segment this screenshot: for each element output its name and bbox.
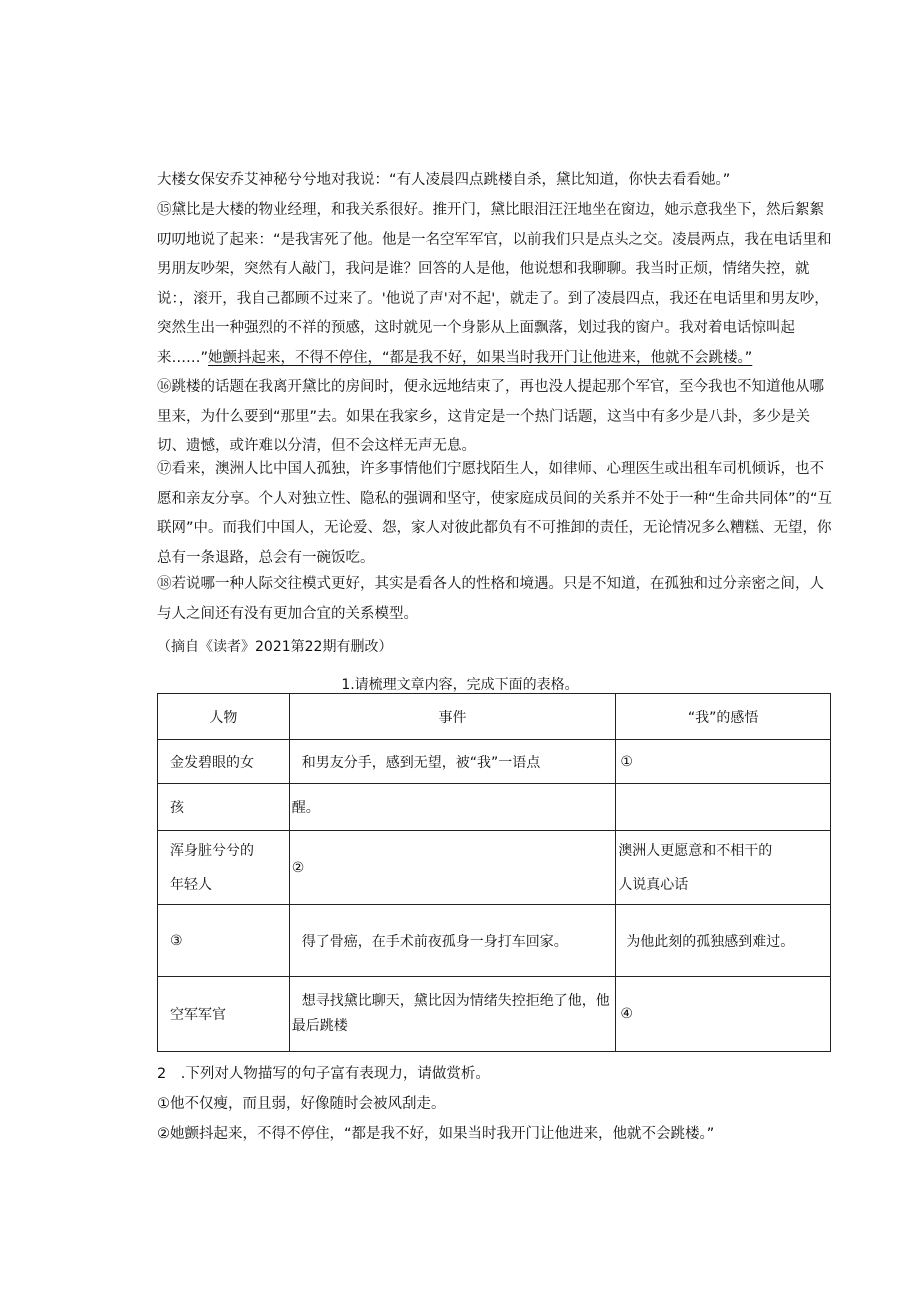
table-row (158, 831, 831, 905)
cell-insight: 为他此刻的孤独感到难过。 (616, 905, 831, 977)
table-row (158, 784, 831, 831)
cell-person-blank-3: ③ (158, 905, 290, 977)
header-person: 人物 (158, 694, 290, 740)
paragraph-15 (157, 196, 837, 374)
paragraph-17: ⑰看来，澳洲人比中国人孤独，许多事情他们宁愿找陌生人，如律师、心理医生或出租车司机倾诉，也不愿和亲友分享。个人对独立性、隐私的强调和坚守，使家庭成员间的关系并不处于一种“生命共同体”的“互联网”中。而我们中国人，无论爱、怨，家人对彼此都负有不可推卸的责任，无论情况多么糟糕、无望，你总有一条退路，总会有一碗饭吃。 (157, 461, 833, 566)
table-row (158, 740, 831, 784)
source-citation: （摘自《读者》2021第22期有删改） (157, 639, 393, 655)
cell-event: 醒。 (289, 784, 616, 831)
paragraph-18: ⑱若说哪一种人际交往模式更好，其实是看各人的性格和境遇。只是不知道，在孤独和过分亲密之间，人与人之间还有没有更加合宜的关系模型。 (157, 576, 824, 622)
table-header-row (158, 694, 831, 740)
paragraph-intro: 大楼女保安乔艾神秘兮兮地对我说：“有人凌晨四点跳楼自杀，黛比知道，你快去看看她。” (157, 172, 731, 188)
paragraph-15-text: ⑮黛比是大楼的物业经理，和我关系很好。推开门，黛比眼泪汪汪地坐在窗边，她示意我坐下，然后絮絮叨叨地说了起来：“是我害死了他。他是一名空军军官，以前我们只是点头之交。凌晨两点，我在电话里和男朋友吵架，突然有人敲门，我问是谁？回答的人是他，他说想和我聊聊。我当时正烦，情绪失控，就说：，滚开，我自己都顾不过来了。'他说了声'对不起'，就走了。到了凌晨四点，我还在电话里和男友吵，突然生出一种强烈的不祥的预感，这时就见一个身影从上面飘落，划过我的窗户。我对着电话惊叫起来……” (157, 202, 832, 366)
question-2-title: 2 .下列对人物描写的句子富有表现力，请做赏析。 (157, 1066, 490, 1082)
cell-insight-blank-4: ④ (616, 977, 831, 1052)
cell-person: 孩 (158, 784, 290, 831)
summary-table (157, 693, 831, 1052)
cell-insight-blank-1: ① (616, 740, 831, 784)
cell-event-blank-2: ② (289, 831, 616, 905)
paragraph-16: ⑯跳楼的话题在我离开黛比的房间时，便永远地结束了，再也没人提起那个军官，至今我也不知道他从哪里来，为什么要到“那里”去。如果在我家乡，这肯定是一个热门话题，这当中有多少是八卦，多少是关切、遗憾，或许难以分清，但不会这样无声无息。 (157, 379, 824, 455)
question-2-item-2: ②她颤抖起来，不得不停住，“都是我不好，如果当时我开门让他进来，他就不会跳楼。” (157, 1126, 715, 1142)
cell-person-line-2: 年轻人 (170, 876, 212, 893)
cell-insight-line-2: 人说真心话 (618, 876, 689, 893)
cell-event: 得了骨癌，在手术前夜孤身一身打车回家。 (289, 905, 616, 977)
table-row (158, 977, 831, 1052)
cell-person (158, 831, 290, 905)
header-insight: “我”的感悟 (616, 694, 831, 740)
cell-insight-line-1: 澳洲人更愿意和不相干的 (618, 842, 773, 859)
cell-person: 金发碧眼的女 (158, 740, 290, 784)
table-row (158, 905, 831, 977)
cell-insight (616, 784, 831, 831)
cell-event: 和男友分手，感到无望，被“我”一语点 (289, 740, 616, 784)
header-event: 事件 (289, 694, 616, 740)
cell-insight (616, 831, 831, 905)
cell-person: 空军军官 (158, 977, 290, 1052)
question-2-item-1: ①他不仅瘦，而且弱，好像随时会被风刮走。 (157, 1096, 446, 1112)
cell-event-line-1: 想寻找黛比聊天，黛比因为情绪失控拒绝了他，他 (301, 993, 610, 1009)
cell-event (289, 977, 616, 1052)
cell-person-line-1: 浑身脏兮兮的 (170, 842, 254, 859)
paragraph-15-underlined-sentence: 她颤抖起来，不得不停住，“都是我不好，如果当时我开门让他进来，他就不会跳楼。” (208, 349, 753, 366)
cell-event-line-2: 最后跳楼 (291, 1018, 348, 1034)
question-1-title: 1.请梳理文章内容，完成下面的表格。 (341, 677, 579, 693)
